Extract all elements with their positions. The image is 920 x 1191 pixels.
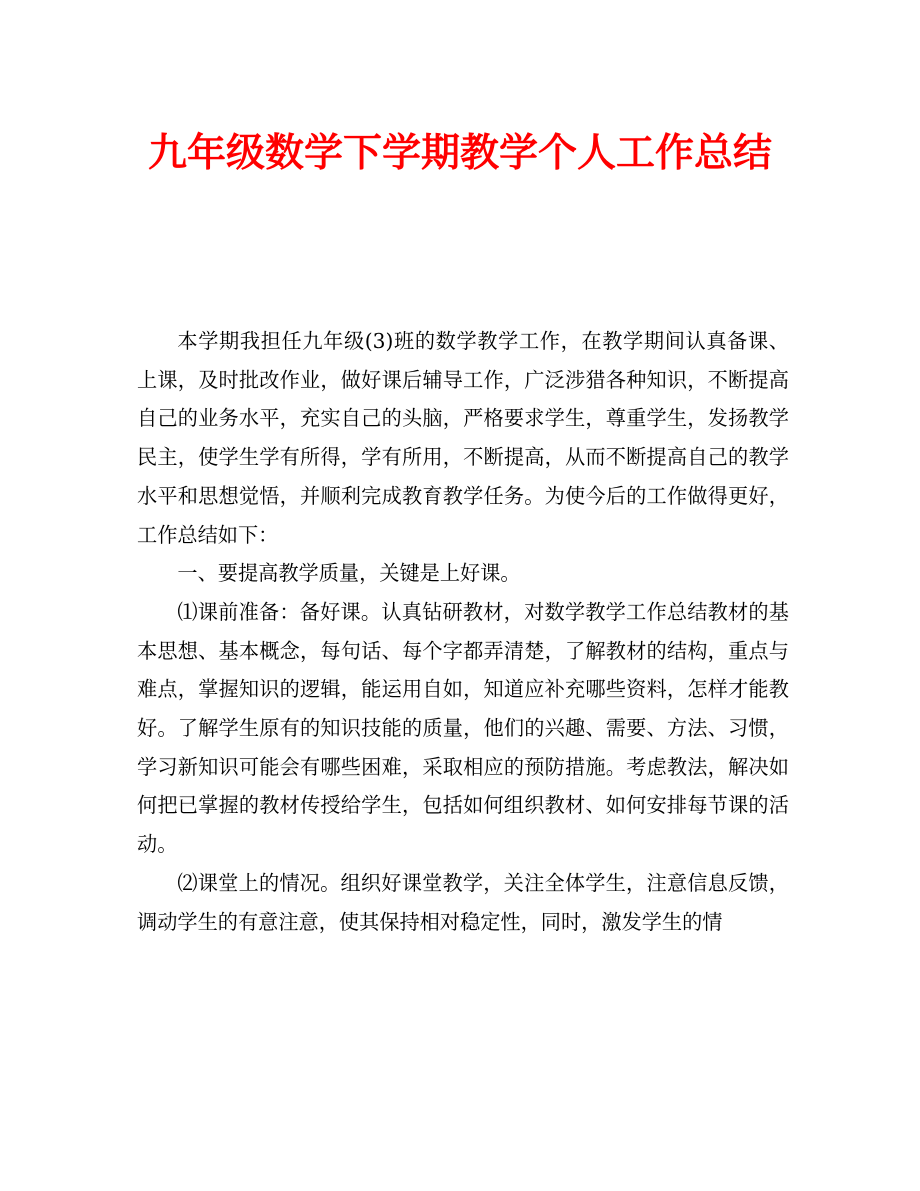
paragraph-section-heading: 一、要提高教学质量，关键是上好课。 [177,561,521,586]
document-title: 九年级数学下学期教学个人工作总结 [147,130,772,176]
paragraph-intro: 本学期我担任九年级(3)班的数学教学工作，在教学期间认真备课、上课，及时批改作业，做好课后辅导工作，广泛涉猎各种知识，不断提高自己的业务水平，充实自己的头脑，严格要求学生，尊重学生，发扬教学民主，使学生学有所得，学有所用，不断提高，从而不断提高自己的教学水平和思想觉悟，并顺利完成教育教学任务。为使今后的工作做得更好，工作总结如下： [137,329,789,547]
paragraph-classroom: ⑵课堂上的情况。组织好课堂教学，关注全体学生，注意信息反馈，调动学生的有意注意，使其保持相对稳定性，同时，激发学生的情 [137,870,789,934]
document-body [137,322,789,941]
paragraph-lesson-preparation: ⑴课前准备：备好课。认真钻研教材，对数学教学工作总结教材的基本思想、基本概念，每句话、每个字都弄清楚，了解教材的结构，重点与难点，掌握知识的逻辑，能运用自如，知道应补充哪些资料，怎样才能教好。了解学生原有的知识技能的质量，他们的兴趣、需要、方法、习惯，学习新知识可能会有哪些困难，采取相应的预防措施。考虑教法，解决如何把已掌握的教材传授给学生，包括如何组织教材、如何安排每节课的活动。 [137,599,789,857]
